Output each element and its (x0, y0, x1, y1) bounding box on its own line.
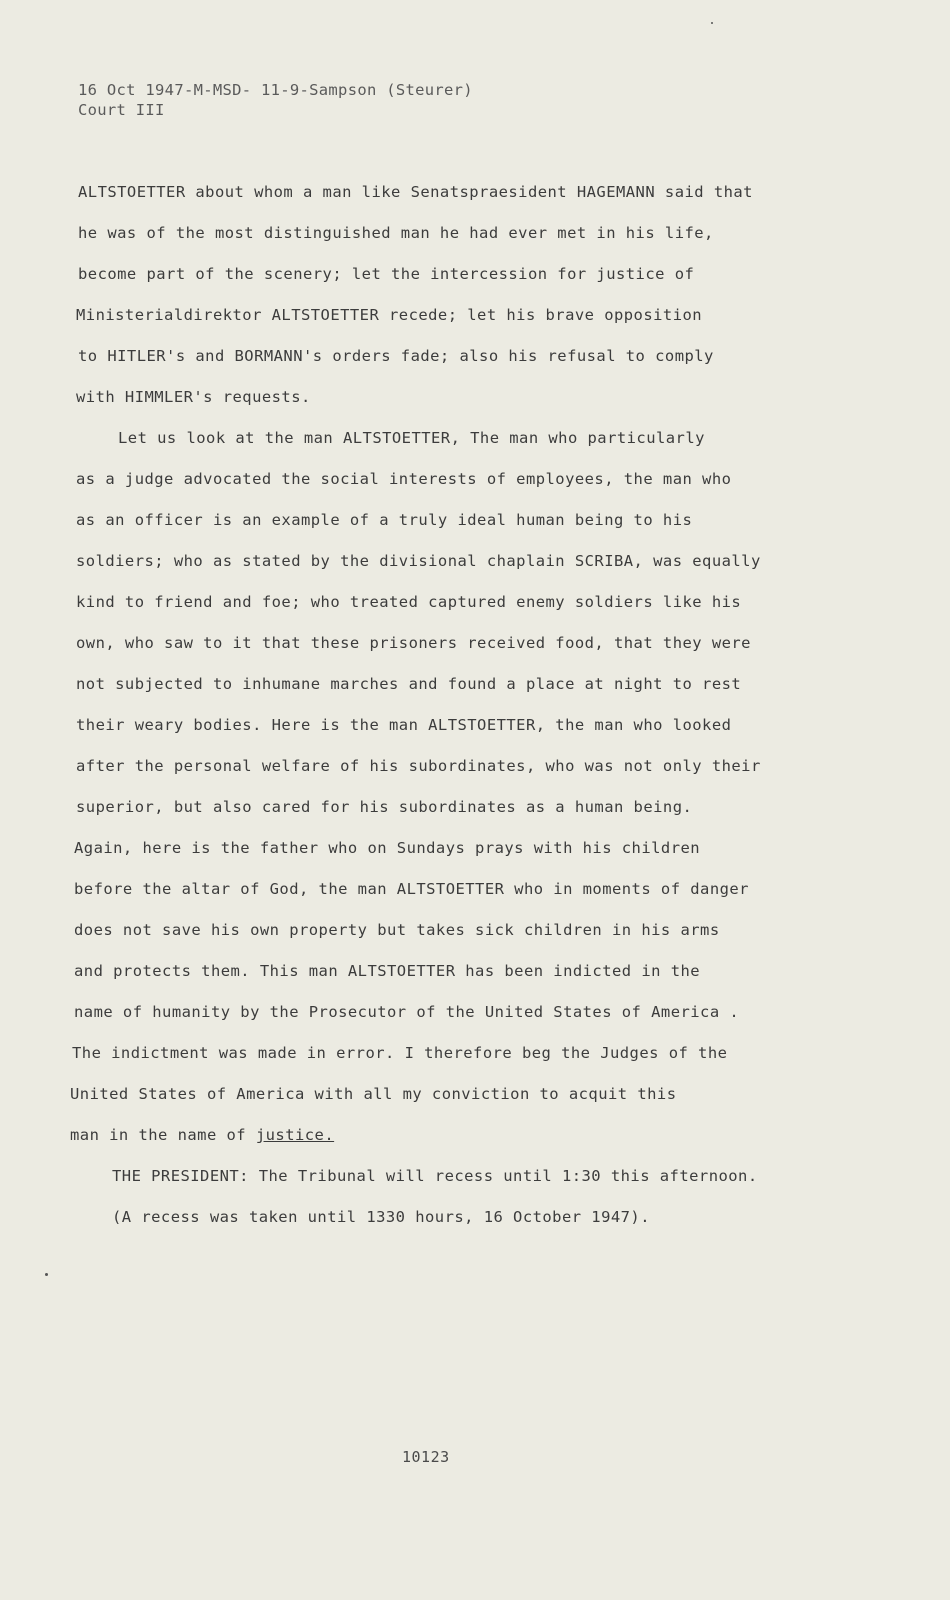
body-line: soldiers; who as stated by the divisional chaplain SCRIBA, was equally (76, 552, 761, 570)
page-number: 10123 (402, 1448, 450, 1466)
recess-note: (A recess was taken until 1330 hours, 16 October 1947). (112, 1208, 650, 1226)
body-line: Ministerialdirektor ALTSTOETTER recede; let his brave opposition (76, 306, 703, 324)
body-line: after the personal welfare of his subordinates, who was not only their (76, 757, 761, 775)
body-line: with HIMMLER's requests. (76, 388, 311, 406)
body-line: before the altar of God, the man ALTSTOETTER who in moments of danger (74, 880, 749, 898)
body-line: does not save his own property but takes sick children in his arms (74, 921, 720, 939)
closing-line (70, 1126, 334, 1144)
body-line: and protects them. This man ALTSTOETTER has been indicted in the (74, 962, 701, 980)
body-line: as a judge advocated the social interests of employees, the man who (76, 470, 732, 488)
page-header (78, 80, 473, 120)
closing-line-prefix: man in the name of (70, 1126, 256, 1144)
underlined-word: justice. (255, 1126, 335, 1144)
body-line: kind to friend and foe; who treated captured enemy soldiers like his (76, 593, 742, 611)
body-line: Again, here is the father who on Sundays prays with his children (74, 839, 701, 857)
body-line: become part of the scenery; let the intercession for justice of (78, 265, 695, 283)
header-case-line: 16 Oct 1947-M-MSD- 11-9-Sampson (Steurer) (78, 81, 473, 99)
body-line: United States of America with all my conviction to acquit this (70, 1085, 677, 1103)
paragraph-start-line: Let us look at the man ALTSTOETTER, The man who particularly (118, 429, 705, 447)
body-line: own, who saw to it that these prisoners received food, that they were (76, 634, 751, 652)
body-line: he was of the most distinguished man he had ever met in his life, (78, 224, 714, 242)
body-line: as an officer is an example of a truly ideal human being to his (76, 511, 693, 529)
body-line: their weary bodies. Here is the man ALTSTOETTER, the man who looked (76, 716, 732, 734)
body-line: name of humanity by the Prosecutor of the United States of America . (74, 1003, 740, 1021)
body-line: ALTSTOETTER about whom a man like Senatspraesident HAGEMANN said that (78, 183, 753, 201)
body-line: The indictment was made in error. I therefore beg the Judges of the (72, 1044, 728, 1062)
header-court-line: Court III (78, 101, 165, 119)
paper-speck (711, 22, 713, 24)
paper-speck (45, 1273, 48, 1276)
president-statement: THE PRESIDENT: The Tribunal will recess until 1:30 this afternoon. (112, 1167, 758, 1185)
body-line: not subjected to inhumane marches and found a place at night to rest (76, 675, 742, 693)
body-line: superior, but also cared for his subordinates as a human being. (76, 798, 693, 816)
body-line: to HITLER's and BORMANN's orders fade; also his refusal to comply (78, 347, 714, 365)
